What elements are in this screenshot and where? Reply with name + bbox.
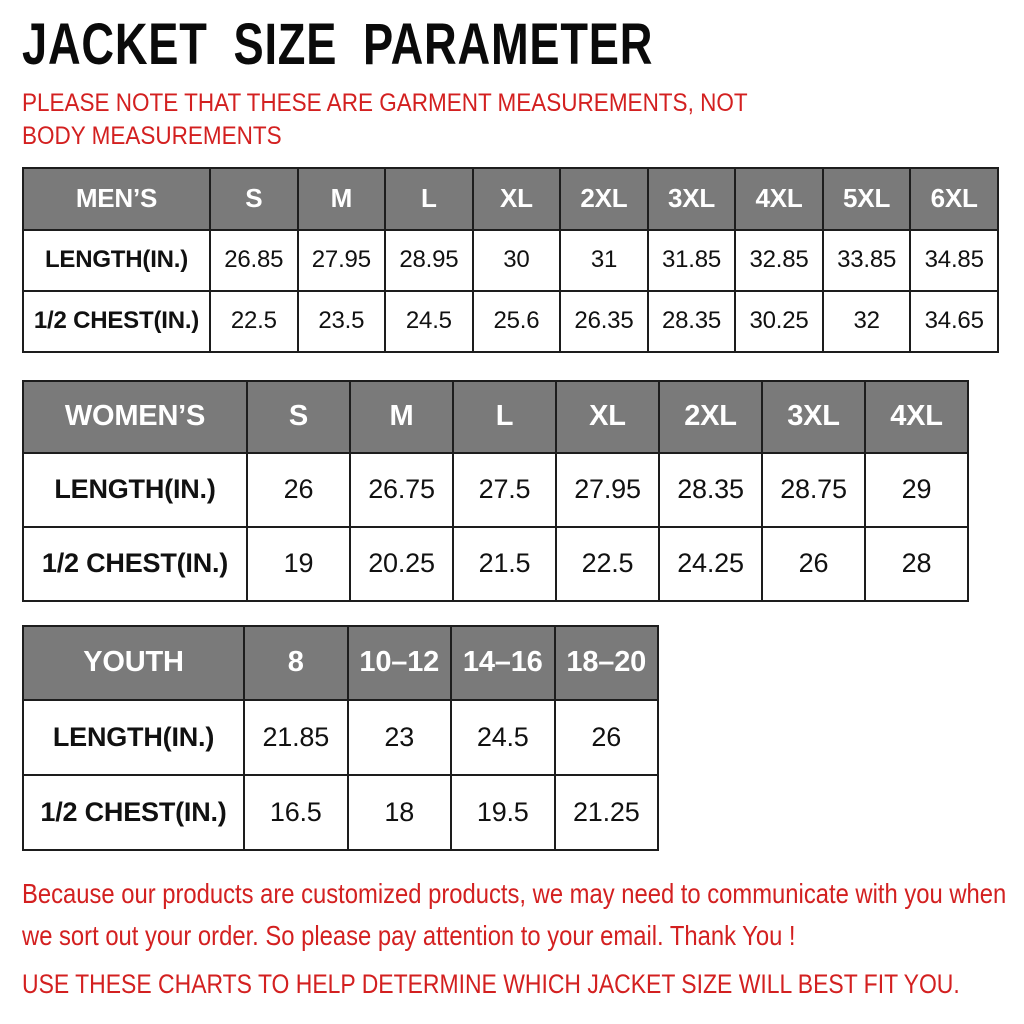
womens-size-table: [22, 380, 969, 602]
youth-measurement-value-cell: 16.5: [244, 775, 348, 850]
youth-measurement-value-cell: 26: [555, 700, 659, 775]
youth-measurement-value-cell: 24.5: [451, 700, 555, 775]
mens-measurement-value-cell: 26.35: [560, 291, 648, 352]
mens-measurement-value-cell: 23.5: [298, 291, 386, 352]
womens-measurement-value-cell: 19: [247, 527, 350, 601]
womens-size-header-cell: XL: [556, 381, 659, 453]
mens-measurement-value-cell: 30: [473, 230, 561, 291]
womens-measurement-value-cell: 27.95: [556, 453, 659, 527]
mens-size-header-cell: 6XL: [910, 168, 998, 230]
mens-size-header-cell: XL: [473, 168, 561, 230]
youth-header-row: [23, 626, 658, 700]
womens-size-header-cell: M: [350, 381, 453, 453]
youth-size-table: [22, 625, 659, 851]
garment-measurement-note: PLEASE NOTE THAT THESE ARE GARMENT MEASUREMENTS, NOT BODY MEASUREMENTS: [22, 88, 748, 150]
womens-measurement-value-cell: 26: [762, 527, 865, 601]
mens-size-header-cell: 5XL: [823, 168, 911, 230]
mens-measurement-value-cell: 34.65: [910, 291, 998, 352]
chart-usage-note: USE THESE CHARTS TO HELP DETERMINE WHICH JACKET SIZE WILL BEST FIT YOU.: [22, 968, 960, 999]
womens-header-row: [23, 381, 968, 453]
womens-measurement-row: [23, 453, 968, 527]
mens-size-header-cell: M: [298, 168, 386, 230]
womens-size-header-cell: S: [247, 381, 350, 453]
womens-size-header-cell: 4XL: [865, 381, 968, 453]
youth-size-header-cell: 14–16: [451, 626, 555, 700]
mens-row-label-cell: 1/2 CHEST(IN.): [23, 291, 210, 352]
customization-notice: Because our products are customized products, we may need to communicate with you when we sort out your order. So please pay attention to your email. Thank You !: [22, 877, 1007, 951]
womens-row-label-cell: 1/2 CHEST(IN.): [23, 527, 247, 601]
womens-measurement-value-cell: 22.5: [556, 527, 659, 601]
mens-measurement-value-cell: 34.85: [910, 230, 998, 291]
mens-size-header-cell: S: [210, 168, 298, 230]
size-tables-container: [22, 167, 1024, 851]
mens-measurement-row: [23, 291, 998, 352]
mens-measurement-value-cell: 22.5: [210, 291, 298, 352]
youth-row-label-cell: 1/2 CHEST(IN.): [23, 775, 244, 850]
mens-measurement-value-cell: 28.35: [648, 291, 736, 352]
womens-size-header-cell: 3XL: [762, 381, 865, 453]
mens-row-label-cell: LENGTH(IN.): [23, 230, 210, 291]
mens-size-header-cell: L: [385, 168, 473, 230]
womens-measurement-value-cell: 28.35: [659, 453, 762, 527]
mens-measurement-value-cell: 31: [560, 230, 648, 291]
womens-measurement-value-cell: 24.25: [659, 527, 762, 601]
mens-measurement-value-cell: 31.85: [648, 230, 736, 291]
womens-measurement-value-cell: 26.75: [350, 453, 453, 527]
womens-measurement-value-cell: 20.25: [350, 527, 453, 601]
womens-size-header-cell: L: [453, 381, 556, 453]
youth-size-header-cell: 18–20: [555, 626, 659, 700]
womens-measurement-row: [23, 527, 968, 601]
mens-measurement-value-cell: 26.85: [210, 230, 298, 291]
mens-measurement-value-cell: 32: [823, 291, 911, 352]
youth-measurement-value-cell: 18: [348, 775, 452, 850]
youth-measurement-value-cell: 21.25: [555, 775, 659, 850]
youth-measurement-row: [23, 700, 658, 775]
womens-measurement-value-cell: 21.5: [453, 527, 556, 601]
mens-measurement-value-cell: 32.85: [735, 230, 823, 291]
youth-table-title-cell: YOUTH: [23, 626, 244, 700]
mens-size-table: [22, 167, 999, 353]
youth-measurement-row: [23, 775, 658, 850]
womens-row-label-cell: LENGTH(IN.): [23, 453, 247, 527]
womens-measurement-value-cell: 28: [865, 527, 968, 601]
mens-measurement-value-cell: 30.25: [735, 291, 823, 352]
mens-measurement-value-cell: 28.95: [385, 230, 473, 291]
womens-measurement-value-cell: 28.75: [762, 453, 865, 527]
womens-table-title-cell: WOMEN’S: [23, 381, 247, 453]
mens-measurement-value-cell: 27.95: [298, 230, 386, 291]
mens-table-title-cell: MEN’S: [23, 168, 210, 230]
mens-measurement-row: [23, 230, 998, 291]
youth-size-header-cell: 8: [244, 626, 348, 700]
page-title: JACKET SIZE PARAMETER: [22, 12, 654, 77]
mens-measurement-value-cell: 25.6: [473, 291, 561, 352]
mens-header-row: [23, 168, 998, 230]
mens-size-header-cell: 2XL: [560, 168, 648, 230]
youth-measurement-value-cell: 21.85: [244, 700, 348, 775]
womens-size-header-cell: 2XL: [659, 381, 762, 453]
youth-size-header-cell: 10–12: [348, 626, 452, 700]
womens-measurement-value-cell: 29: [865, 453, 968, 527]
mens-measurement-value-cell: 24.5: [385, 291, 473, 352]
mens-measurement-value-cell: 33.85: [823, 230, 911, 291]
mens-size-header-cell: 3XL: [648, 168, 736, 230]
mens-size-header-cell: 4XL: [735, 168, 823, 230]
womens-measurement-value-cell: 27.5: [453, 453, 556, 527]
youth-measurement-value-cell: 19.5: [451, 775, 555, 850]
youth-row-label-cell: LENGTH(IN.): [23, 700, 244, 775]
youth-measurement-value-cell: 23: [348, 700, 452, 775]
womens-measurement-value-cell: 26: [247, 453, 350, 527]
